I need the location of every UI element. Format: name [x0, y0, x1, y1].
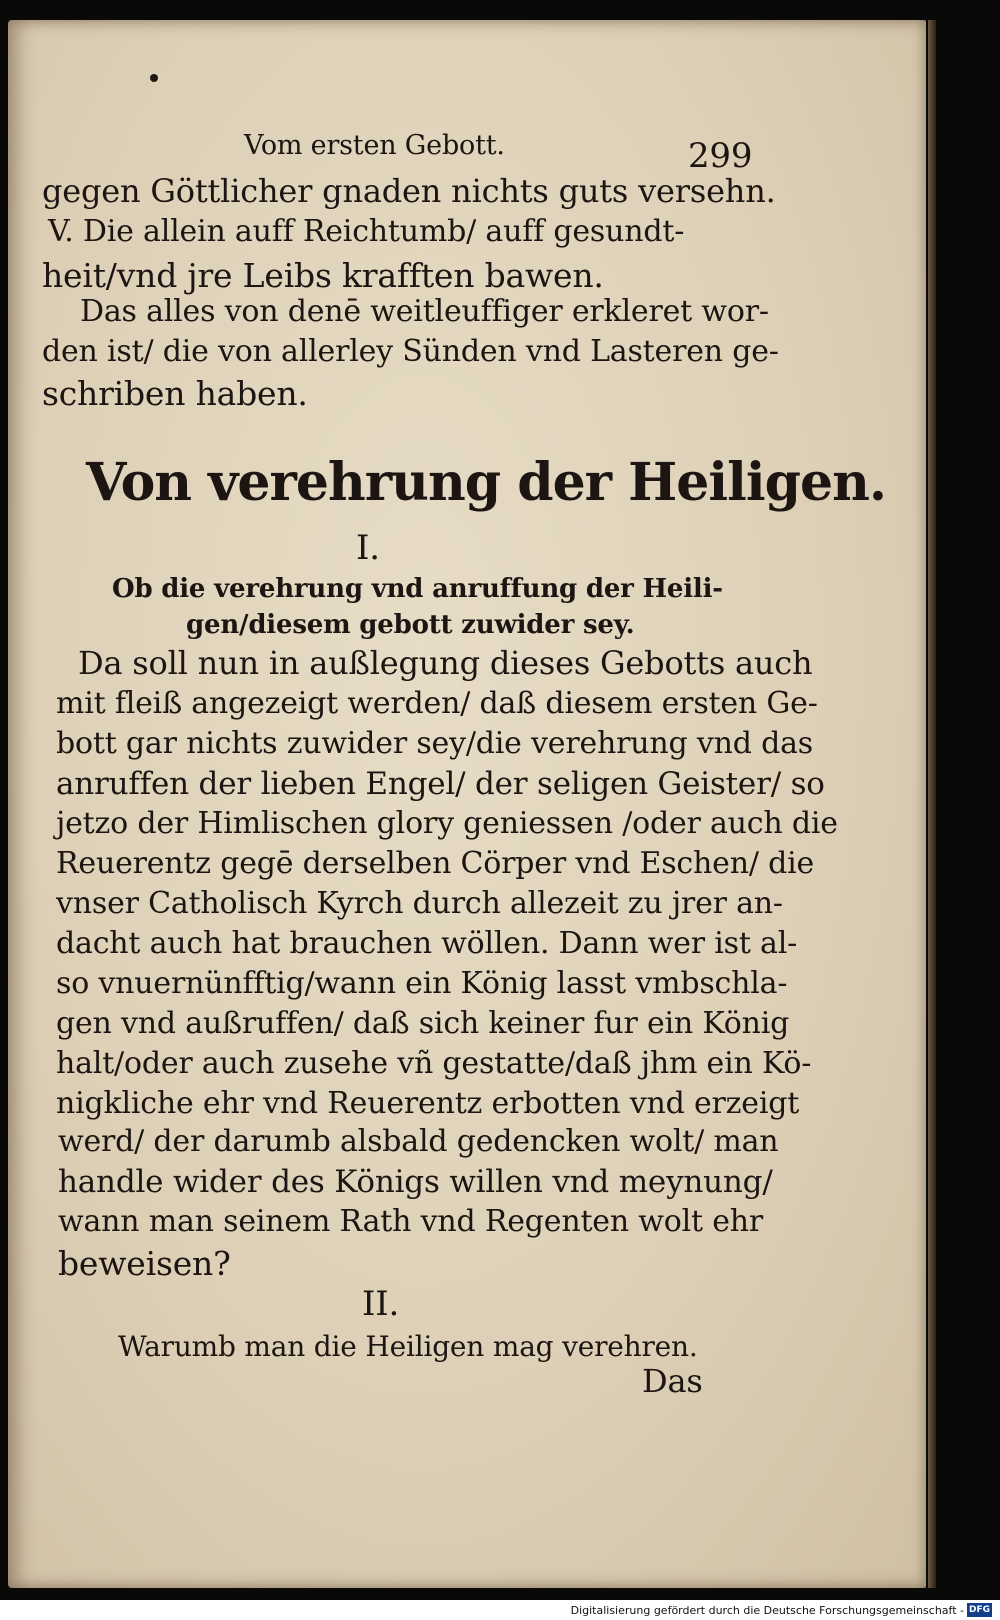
text-line: Da soll nun in außlegung dieses Gebotts auch [78, 644, 813, 682]
page-edge [928, 20, 936, 1588]
text-line: jetzo der Himlischen glory geniessen /oder auch die [56, 806, 838, 841]
text-line: dacht auch hat brauchen wöllen. Dann wer ist al- [56, 926, 798, 961]
text-line: V. Die allein auff Reichtumb/ auff gesundt- [48, 214, 685, 249]
section-title: Von verehrung der Heiligen. [86, 452, 886, 513]
text-line: den ist/ die von allerley Sünden vnd Lasteren ge- [42, 334, 779, 369]
part-heading-line: gen/diesem gebott zuwider sey. [186, 610, 635, 640]
text-line: beweisen? [58, 1244, 231, 1283]
text-line: handle wider des Königs willen vnd meynung/ [58, 1164, 773, 1200]
text-line: halt/oder auch zusehe vñ gestatte/daß jhm ein Kö- [56, 1046, 812, 1081]
digitization-credit [571, 1602, 992, 1618]
text-line: Reuerentz gegē derselben Cörper vnd Eschen/ die [56, 846, 815, 881]
credit-text: Digitalisierung gefördert durch die Deutsche Forschungsgemeinschaft - [570, 1603, 964, 1617]
text-line: werd/ der darumb alsbald gedencken wolt/ man [58, 1124, 779, 1159]
text-line: heit/vnd jre Leibs krafften bawen. [42, 256, 604, 295]
running-head: Vom ersten Gebott. [244, 130, 505, 161]
text-line: so vnuernünfftig/wann ein König lasst vmbschla- [56, 966, 788, 1001]
part-heading-line: Ob die verehrung vnd anruffung der Heili- [112, 574, 723, 604]
text-line: anruffen der lieben Engel/ der seligen Geister/ so [56, 766, 825, 802]
part-number: I. [356, 528, 380, 568]
text-line: mit fleiß angezeigt werden/ daß diesem ersten Ge- [56, 686, 818, 721]
dfg-logo: DFG [968, 1605, 990, 1615]
part-number: II. [362, 1284, 400, 1324]
part-heading: Warumb man die Heiligen mag verehren. [118, 1330, 698, 1363]
text-line: schriben haben. [42, 374, 308, 413]
text-line: wann man seinem Rath vnd Regenten wolt ehr [58, 1204, 764, 1239]
text-line: nigkliche ehr vnd Reuerentz erbotten vnd erzeigt [56, 1086, 800, 1121]
text-line: bott gar nichts zuwider sey/die verehrung vnd das [56, 726, 813, 761]
text-line: gegen Göttlicher gnaden nichts guts versehn. [42, 172, 776, 210]
text-line: Das alles von denē weitleuffiger erkleret wor- [80, 294, 769, 329]
text-line: vnser Catholisch Kyrch durch allezeit zu jrer an- [56, 886, 783, 921]
text-line: gen vnd außruffen/ daß sich keiner fur ein König [56, 1006, 790, 1041]
catchword: Das [642, 1362, 703, 1400]
ink-dot [150, 74, 158, 82]
page-number: 299 [688, 136, 753, 176]
